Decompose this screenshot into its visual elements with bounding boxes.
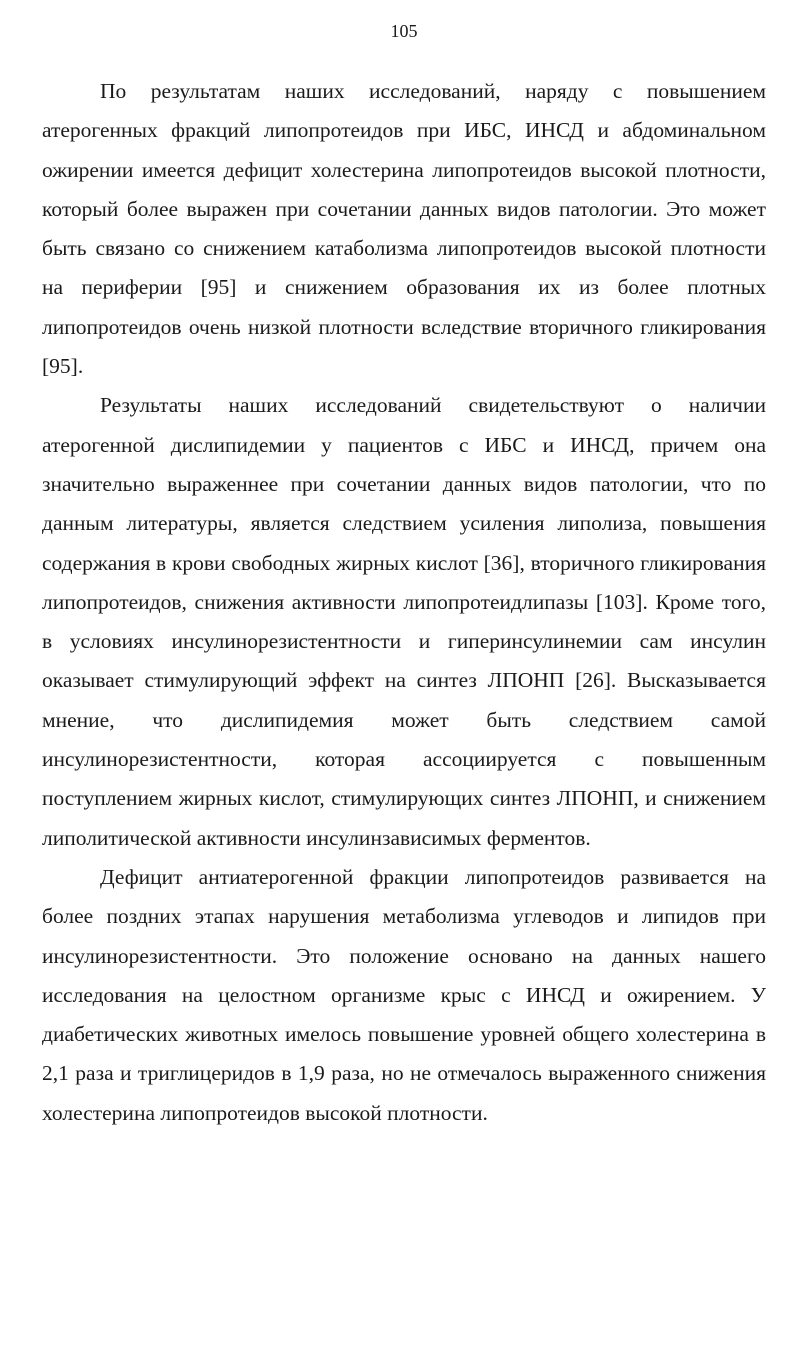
paragraph-3: Дефицит антиатерогенной фракции липопротеидов развивается на более поздних этапах нарушения метаболизма углеводов и липидов при инсулинорезистентности. Это положение основано на данных нашего исследования на целостном организме крыс с ИНСД и ожирением. У диабетических животных имелось повышение уровней общего холестерина в 2,1 раза и триглицеридов в 1,9 раза, но не отмечалось выраженного снижения холестерина липопротеидов высокой плотности. <box>42 864 766 1125</box>
document-body <box>42 72 766 1133</box>
page-number: 105 <box>390 21 418 41</box>
paragraph-1: По результатам наших исследований, наряду с повышением атерогенных фракций липопротеидов при ИБС, ИНСД и абдоминальном ожирении имеется дефицит холестерина липопротеидов высокой плотности, который более выражен при сочетании данных видов патологии. Это может быть связано со снижением катаболизма липопротеидов высокой плотности на периферии [95] и снижением образования их из более плотных липопротеидов очень низкой плотности вследствие вторичного гликирования [95]. <box>42 79 766 379</box>
paragraph-2: Результаты наших исследований свидетельствуют о наличии атерогенной дислипидемии у пациентов с ИБС и ИНСД, причем она значительно выраженнее при сочетании данных видов патологии, что по данным литературы, является следствием усиления липолиза, повышения содержания в крови свободных жирных кислот [36], вторичного гликирования липопротеидов, снижения активности липопротеидлипазы [103]. Кроме того, в условиях инсулинорезистентности и гиперинсулинемии сам инсулин оказывает стимулирующий эффект на синтез ЛПОНП [26]. Высказывается мнение, что дислипидемия может быть следствием самой инсулинорезистентности, которая ассоциируется с повышенным поступлением жирных кислот, стимулирующих синтез ЛПОНП, и снижением липолитической активности инсулинзависимых ферментов. <box>42 393 766 850</box>
